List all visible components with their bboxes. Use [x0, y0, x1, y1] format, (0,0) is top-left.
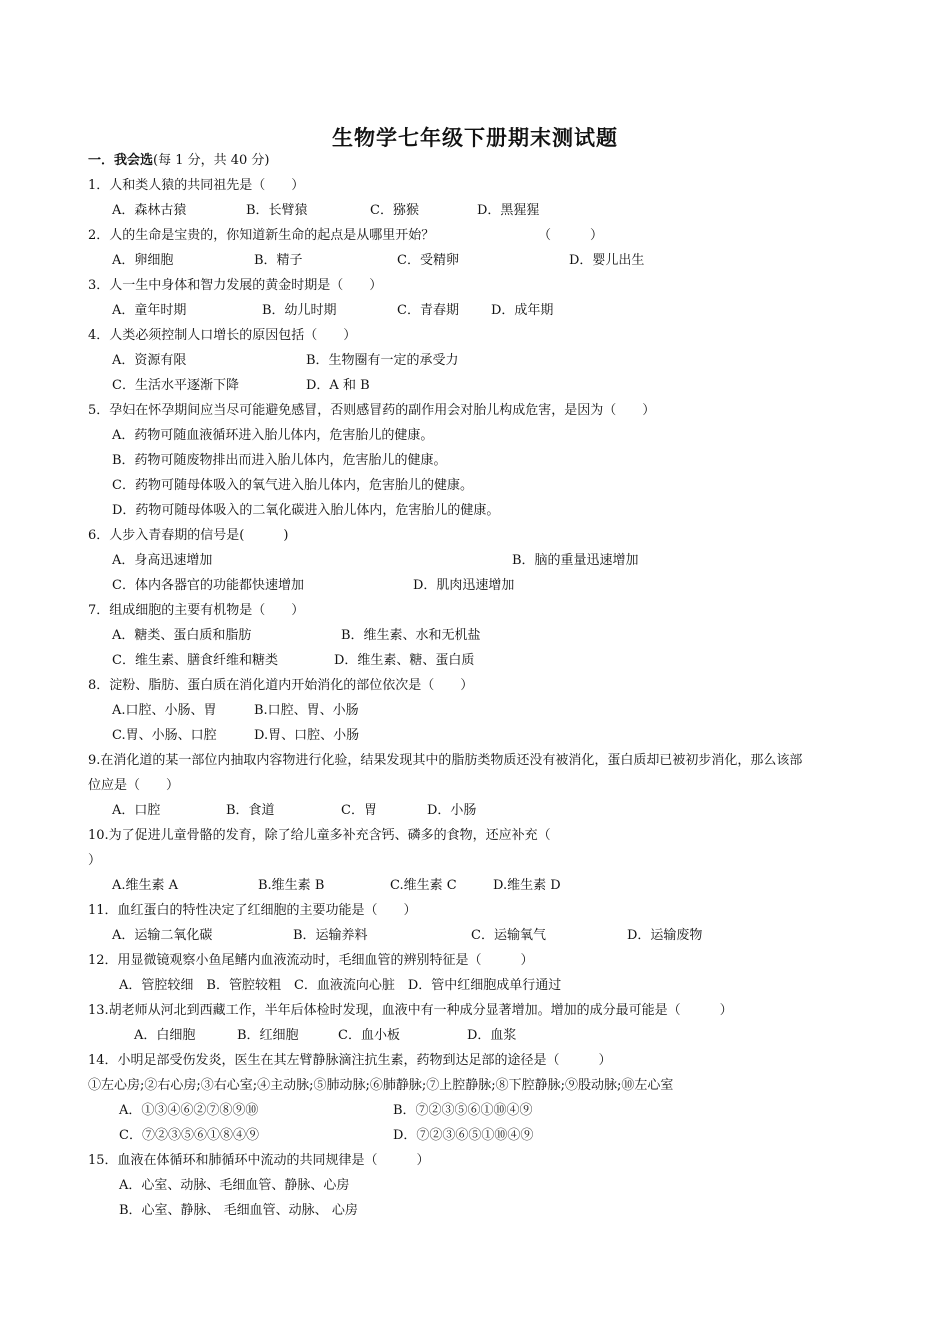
question-3-option-d: D．成年期	[491, 303, 554, 318]
question-11-option-d: D．运输废物	[627, 928, 703, 943]
question-12-stem: 12．用显微镜观察小鱼尾鳍内血液流动时，毛细血管的辨别特征是（ ）	[88, 953, 534, 968]
question-5-option-d: D．药物可随母体吸入的二氧化碳进入胎儿体内，危害胎儿的健康。	[112, 503, 500, 518]
question-11-stem: 11．血红蛋白的特性决定了红细胞的主要功能是（ ）	[88, 903, 417, 918]
question-5-option-b: B．药物可随废物排出而进入胎儿体内，危害胎儿的健康。	[112, 453, 447, 468]
page-title: 生物学七年级下册期末测试题	[332, 125, 618, 150]
question-3-option-a: A．童年时期	[112, 303, 187, 318]
question-13-stem: 13.胡老师从河北到西藏工作，半年后体检时发现，血液中有一种成分显著增加。增加的成分最可能是（ ）	[88, 1003, 733, 1018]
question-3-option-b: B．幼儿时期	[262, 303, 337, 318]
question-6-option-c: C．体内各器官的功能都快速增加	[112, 578, 304, 593]
question-13-option-c: C．血小板	[338, 1028, 400, 1043]
question-2-option-d: D．婴儿出生	[569, 253, 645, 268]
question-5-stem: 5．孕妇在怀孕期间应当尽可能避免感冒，否则感冒药的副作用会对胎儿构成危害，是因为（ ）	[88, 403, 656, 418]
question-9-option-b: B．食道	[226, 803, 275, 818]
question-1-option-c: C．猕猴	[370, 203, 419, 218]
question-6-option-b: B．脑的重量迅速增加	[512, 553, 639, 568]
question-11-option-b: B．运输养料	[293, 928, 368, 943]
question-14-stem: 14．小明足部受伤发炎，医生在其左臂静脉滴注抗生素，药物到达足部的途径是（ ）	[88, 1053, 612, 1068]
question-14-option-a: A．①③④⑥②⑦⑧⑨⑩	[119, 1103, 259, 1118]
question-10-option-a: A.维生素 A	[112, 878, 179, 893]
section-heading	[88, 152, 270, 170]
question-9-stem-line-1: 9.在消化道的某一部位内抽取内容物进行化验，结果发现其中的脂肪类物质还没有被消化，蛋白质却已被初步消化，那么该部	[88, 753, 803, 768]
question-13-option-d: D．血浆	[467, 1028, 517, 1043]
question-6-stem: 6．人步入青春期的信号是( )	[88, 528, 289, 543]
question-13-option-a: A．白细胞	[134, 1028, 196, 1043]
question-15-option-a: A．心室、动脉、毛细血管、静脉、心房	[119, 1178, 350, 1193]
question-15-stem: 15．血液在体循环和肺循环中流动的共同规律是（ ）	[88, 1153, 430, 1168]
question-8-stem: 8．淀粉、脂肪、蛋白质在消化道内开始消化的部位依次是（ ）	[88, 678, 474, 693]
question-12-options: A．管腔较细 B．管腔较粗 C．血液流向心脏 D．管中红细胞成单行通过	[119, 978, 562, 993]
question-5-option-a: A．药物可随血液循环进入胎儿体内，危害胎儿的健康。	[112, 428, 434, 443]
question-8-option-c: C.胃、小肠、口腔	[112, 728, 217, 743]
question-8-option-b: B.口腔、胃、小肠	[254, 703, 359, 718]
question-9-stem-line-2: 位应是（ ）	[88, 778, 180, 793]
question-5-option-c: C．药物可随母体吸入的氧气进入胎儿体内，危害胎儿的健康。	[112, 478, 473, 493]
question-3-option-c: C．青春期	[397, 303, 459, 318]
question-3-stem: 3．人一生中身体和智力发展的黄金时期是（ ）	[88, 278, 383, 293]
question-4-option-b: B．生物圈有一定的承受力	[306, 353, 459, 368]
question-15-option-b: B．心室、静脉、 毛细血管、动脉、 心房	[119, 1203, 358, 1218]
question-9-option-a: A．口腔	[112, 803, 161, 818]
question-14-option-d: D．⑦②③⑥⑤①⑩④⑨	[393, 1128, 534, 1143]
question-7-option-c: C．维生素、膳食纤维和糖类	[112, 653, 278, 668]
question-7-stem: 7．组成细胞的主要有机物是（ ）	[88, 603, 305, 618]
question-4-option-d: D．A 和 B	[306, 378, 370, 393]
question-2-option-c: C．受精卵	[397, 253, 459, 268]
question-1-option-a: A．森林古猿	[112, 203, 187, 218]
question-2-stem: 2．人的生命是宝贵的，你知道新生命的起点是从哪里开始？	[88, 228, 435, 243]
question-10-stem-line-1: 10.为了促进儿童骨骼的发育，除了给儿童多补充含钙、磷多的食物，还应补充（	[88, 828, 551, 843]
question-6-option-d: D．肌肉迅速增加	[413, 578, 515, 593]
question-1-stem: 1．人和类人猿的共同祖先是（ ）	[88, 178, 305, 193]
question-8-option-a: A.口腔、小肠、胃	[112, 703, 217, 718]
question-7-option-d: D．维生素、糖、蛋白质	[334, 653, 475, 668]
question-6-option-a: A．身高迅速增加	[112, 553, 213, 568]
question-10-stem-line-2: ）	[88, 853, 102, 868]
section-note: (每 1 分，共 40 分)	[153, 153, 270, 168]
question-14-structure-list: ①左心房;②右心房;③右心室;④主动脉;⑤肺动脉;⑥肺静脉;⑦上腔静脉;⑧下腔静脉;⑨股动脉;⑩左心室	[88, 1078, 674, 1093]
question-11-option-c: C．运输氧气	[471, 928, 546, 943]
question-1-option-b: B．长臂猿	[246, 203, 308, 218]
question-2-option-b: B．精子	[254, 253, 303, 268]
question-13-option-b: B．红细胞	[237, 1028, 299, 1043]
question-14-option-b: B．⑦②③⑤⑥①⑩④⑨	[393, 1103, 533, 1118]
question-11-option-a: A．运输二氧化碳	[112, 928, 213, 943]
question-10-option-c: C.维生素 C	[390, 878, 457, 893]
question-1-option-d: D．黑猩猩	[477, 203, 540, 218]
question-4-stem: 4．人类必须控制人口增长的原因包括（ ）	[88, 328, 357, 343]
question-8-option-d: D.胃、口腔、小肠	[254, 728, 360, 743]
question-4-option-c: C．生活水平逐渐下降	[112, 378, 239, 393]
question-2-answer-paren: （ ）	[538, 228, 604, 243]
question-7-option-b: B．维生素、水和无机盐	[341, 628, 481, 643]
question-10-option-d: D.维生素 D	[493, 878, 561, 893]
question-9-option-c: C．胃	[341, 803, 377, 818]
question-14-option-c: C．⑦②③⑤⑥①⑧④⑨	[119, 1128, 259, 1143]
question-4-option-a: A．资源有限	[112, 353, 187, 368]
question-7-option-a: A．糖类、蛋白质和脂肪	[112, 628, 252, 643]
question-9-option-d: D．小肠	[427, 803, 477, 818]
question-2-option-a: A．卵细胞	[112, 253, 174, 268]
section-label: 一．我会选	[88, 153, 154, 168]
question-10-option-b: B.维生素 B	[258, 878, 325, 893]
